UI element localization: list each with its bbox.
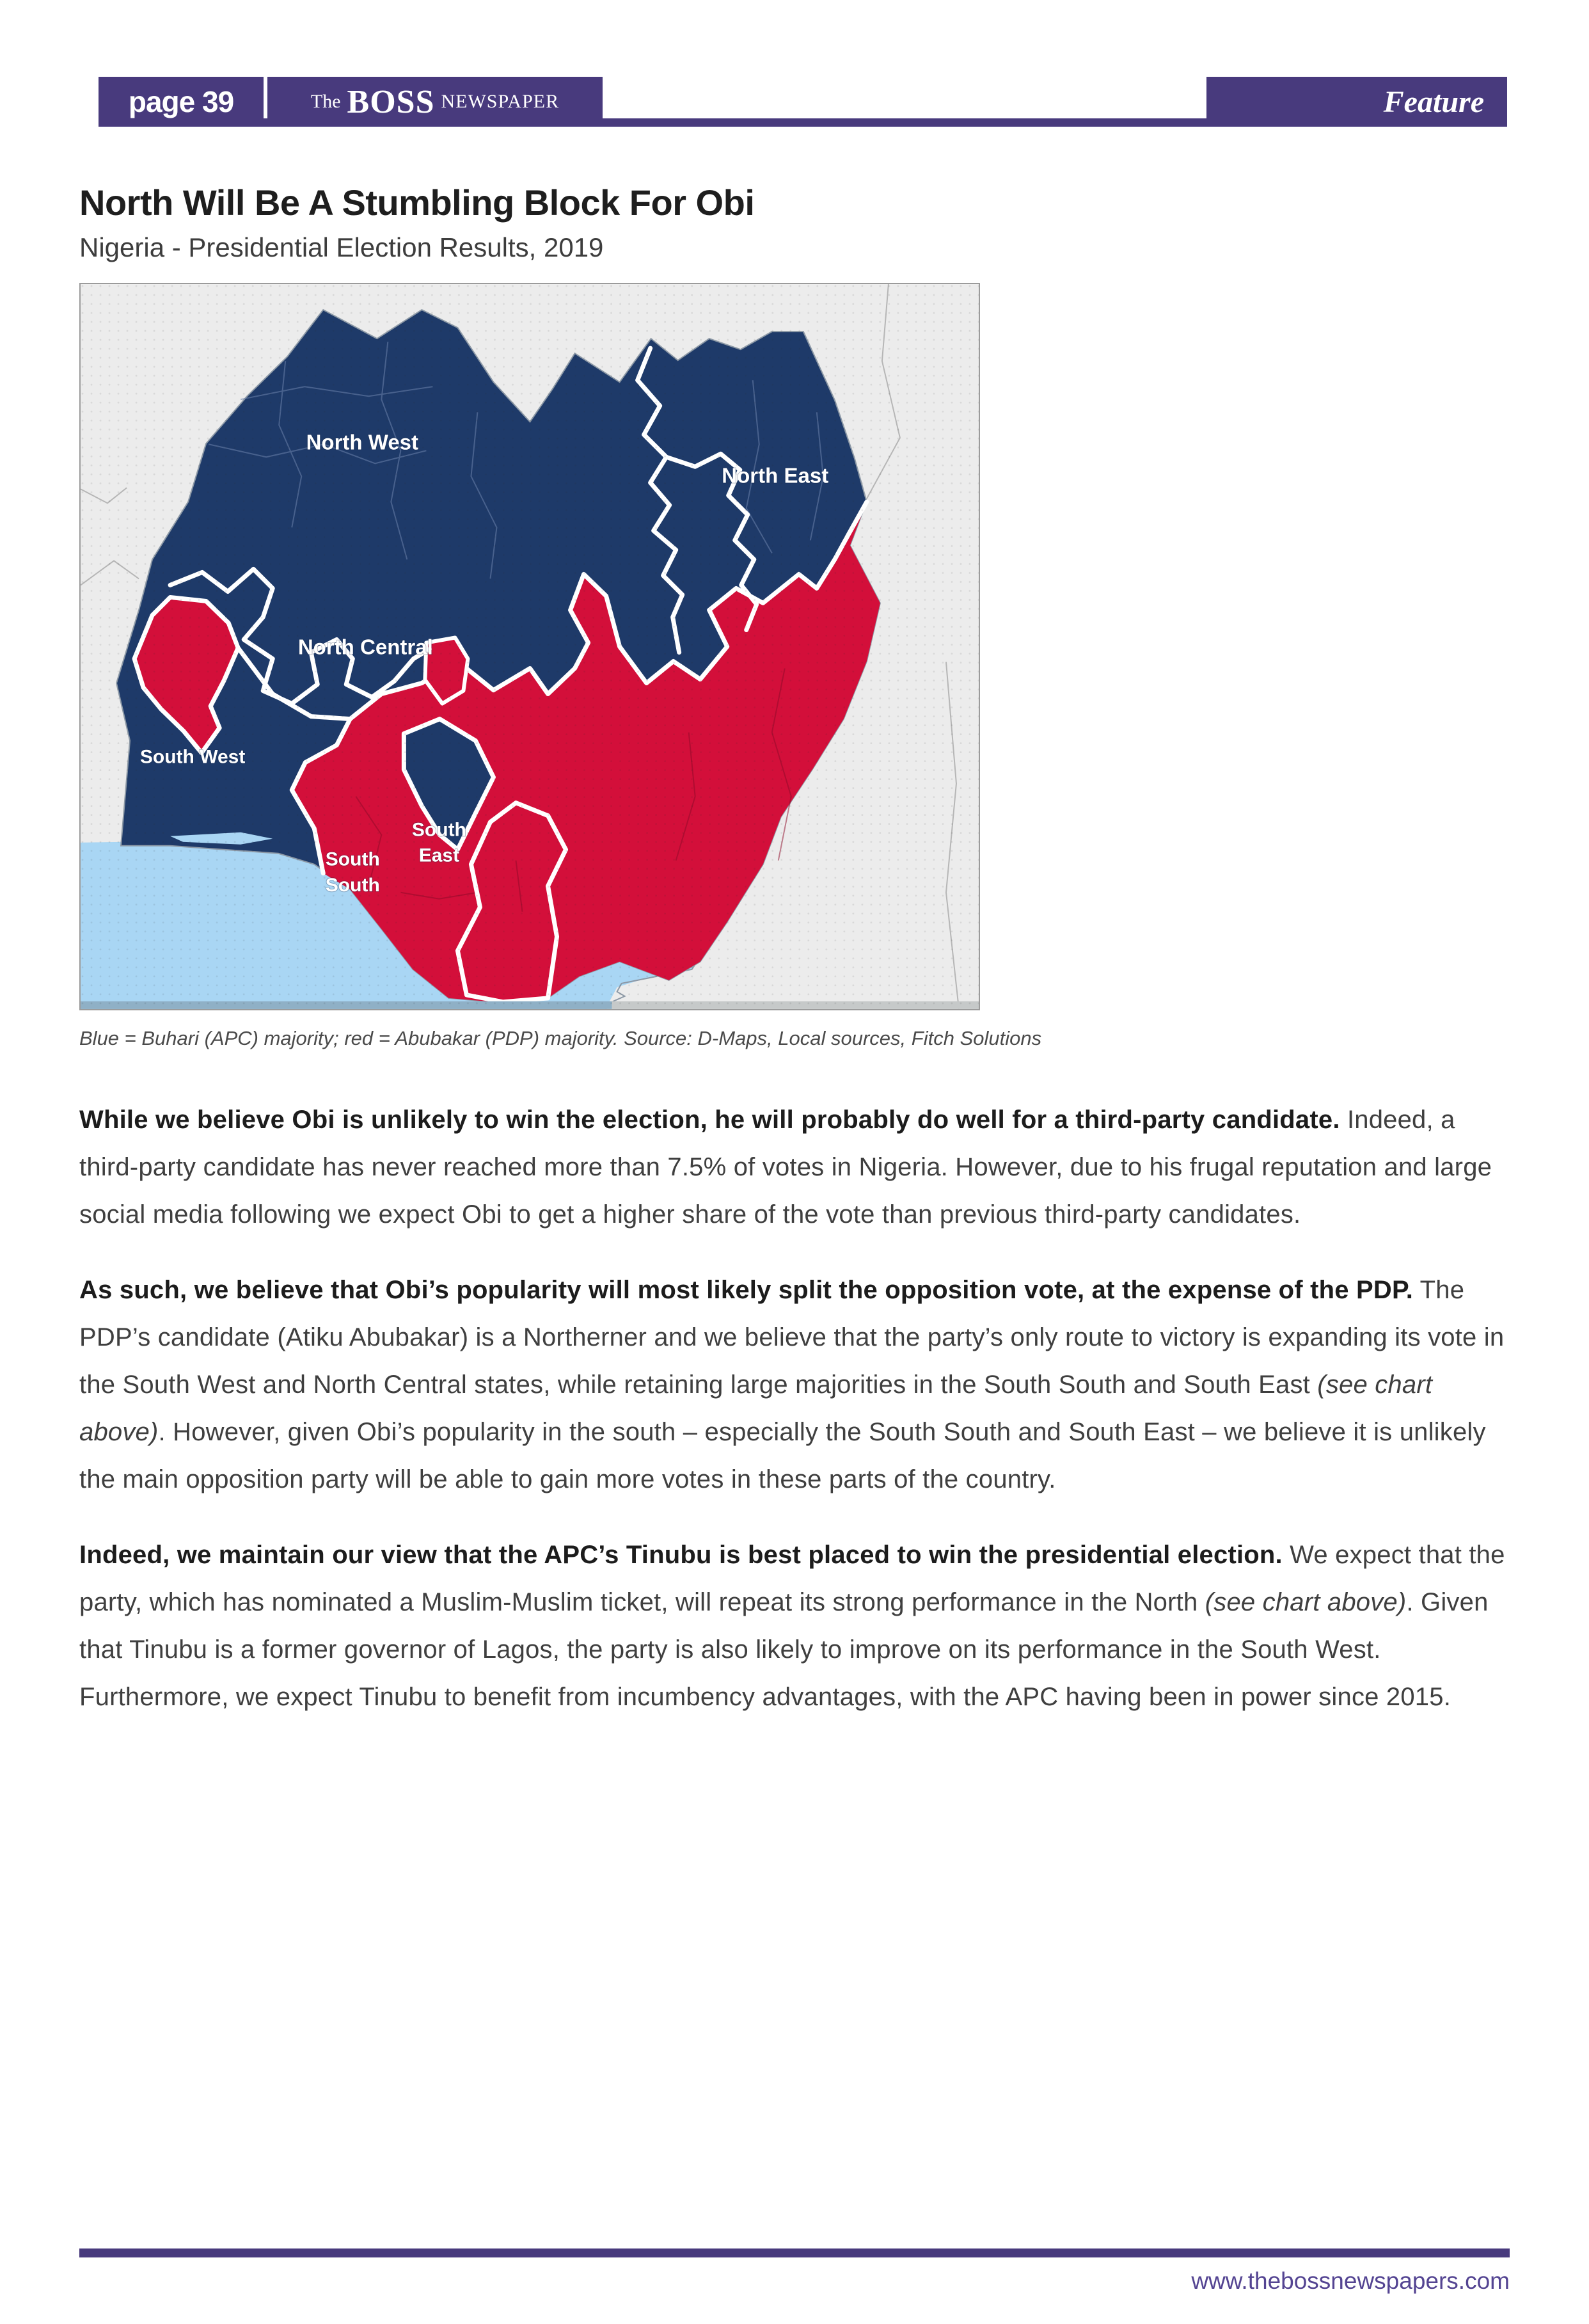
page-footer <box>79 2248 1510 2295</box>
label-south-east-1: South <box>411 819 466 841</box>
label-north-west: North West <box>306 430 419 454</box>
newspaper-page <box>0 77 1589 2324</box>
paragraph-1-lead: While we believe Obi is unlikely to win the election, he will probably do well for a third-party candidate. <box>79 1105 1340 1134</box>
map-caption: Blue = Buhari (APC) majority; red = Abubakar (PDP) majority. Source: D-Maps, Local sources, Fitch Solutions <box>79 1026 1042 1049</box>
masthead <box>267 77 603 127</box>
paragraph-3-lead: Indeed, we maintain our view that the APC’s Tinubu is best placed to win the presidential election. <box>79 1540 1283 1569</box>
masthead-boss: BOSS <box>347 83 435 120</box>
paragraph-2-text: The PDP’s candidate (Atiku Abubakar) is a Northerner and we believe that the party’s only route to victory is expanding its vote in the South West and North Central states, while retaining large majorities in the South South and South East <box>79 1275 1505 1399</box>
paragraph-2 <box>79 1266 1510 1503</box>
paragraph-2-text-2: . However, given Obi’s popularity in the south – especially the South South and South East – we believe it is unlikely the main opposition party will be able to gain more votes in these parts of the country. <box>79 1417 1486 1493</box>
paragraph-3 <box>79 1531 1510 1721</box>
paragraph-1 <box>79 1096 1510 1238</box>
article-title: North Will Be A Stumbling Block For Obi <box>79 182 755 223</box>
nigeria-election-map <box>79 283 980 1010</box>
masthead-the: The <box>310 91 341 112</box>
page-header <box>79 77 1510 127</box>
paragraph-3-italic: (see chart above) <box>1205 1588 1407 1616</box>
footer-url[interactable]: www.thebossnewspapers.com <box>1191 2268 1510 2294</box>
article-subtitle: Nigeria - Presidential Election Results, 2019 <box>79 232 604 262</box>
label-north-central: North Central <box>297 635 433 659</box>
label-south-south-2: South <box>325 874 380 896</box>
page-number-box <box>99 77 264 127</box>
map-texture <box>81 284 979 1009</box>
nigeria-map-svg <box>81 284 979 1009</box>
article-body <box>79 1096 1510 1721</box>
paragraph-2-lead: As such, we believe that Obi’s popularity will most likely split the opposition vote, at the expense of the PDP. <box>79 1275 1414 1304</box>
page-number: page 39 <box>128 85 234 118</box>
section-box <box>1206 77 1507 127</box>
label-north-east: North East <box>722 463 829 488</box>
label-south-west: South West <box>139 746 246 768</box>
label-south-east-2: East <box>418 845 460 866</box>
section-label: Feature <box>1383 84 1484 119</box>
paragraph-2-italic: (see chart above) <box>79 1370 1433 1446</box>
footer-rule <box>79 2248 1510 2257</box>
paragraph-3-text-2: . Given that Tinubu is a former governor of Lagos, the party is also likely to improve on its performance in the South West. Furthermore, we expect Tinubu to benefit from incumbency advantages, with the APC having been in power since 2015. <box>79 1588 1489 1711</box>
label-south-south-1: South <box>325 848 380 870</box>
masthead-newspaper: NEWSPAPER <box>441 91 560 112</box>
paragraph-1-text: Indeed, a third-party candidate has never reached more than 7.5% of votes in Nigeria. However, due to his frugal reputation and large social media following we expect Obi to get a higher share of the vote than previous third-party candidates. <box>79 1105 1492 1229</box>
paragraph-3-text: We expect that the party, which has nominated a Muslim-Muslim ticket, will repeat its strong performance in the North <box>79 1540 1505 1616</box>
